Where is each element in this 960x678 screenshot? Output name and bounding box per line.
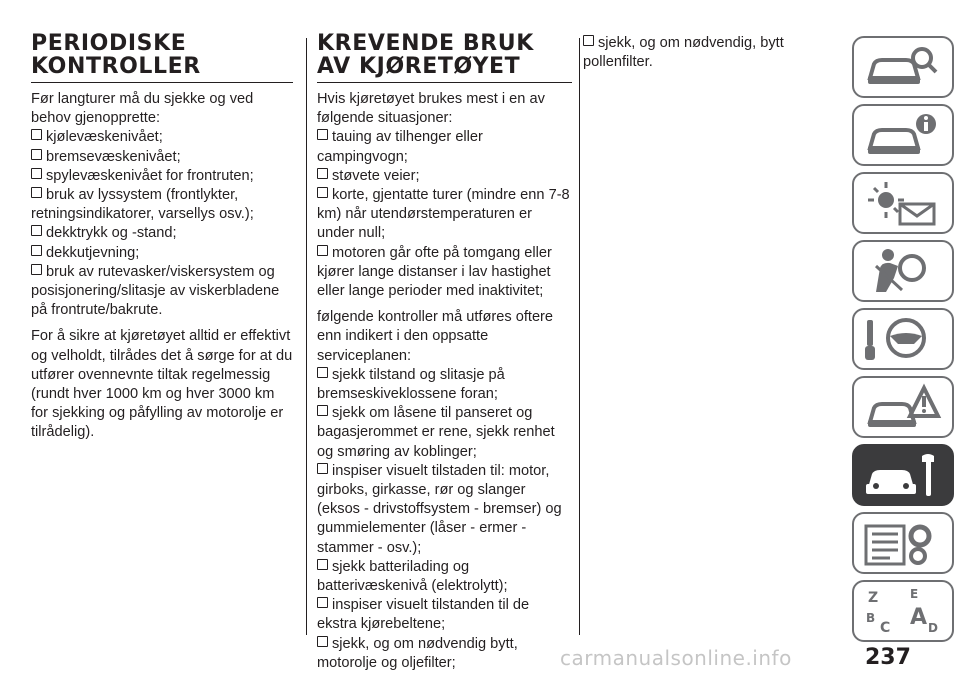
tab-vehicle-overview[interactable]	[852, 36, 954, 98]
car-info-icon	[862, 110, 942, 160]
list-item: bruk av lyssystem (frontlykter, retningsindikatorer, varsellys osv.);	[31, 186, 293, 224]
column-divider	[306, 38, 307, 635]
list-item: sjekk batterilading og batterivæskenivå (elektrolytt);	[317, 558, 572, 596]
svg-text:D: D	[928, 621, 938, 635]
column-middle	[317, 28, 572, 673]
outro-text: For å sikre at kjøretøyet alltid er effektivt og velholdt, tilrådes det å sørge for at du utfører ovennevnte tiltak regelmessig (rundt hver 1000 km og hver 3000 km for sjekking og påfylling av motorolje er tilrådelig).	[31, 328, 293, 441]
tab-emergency[interactable]	[852, 376, 954, 438]
tab-technical-data[interactable]	[852, 512, 954, 574]
warning-lights-icon	[862, 178, 942, 228]
steering-key-icon	[862, 314, 942, 364]
column-right	[583, 34, 828, 72]
list-item: spylevæskenivået for frontruten;	[31, 167, 293, 186]
svg-text:B: B	[866, 611, 876, 625]
list-item: støvete veier;	[317, 167, 572, 186]
column-left	[31, 28, 293, 443]
intro-text: Hvis kjøretøyet brukes mest i en av følgende situasjoner:	[317, 91, 545, 127]
list-item: korte, gjentatte turer (mindre enn 7-8 km) når utendørstemperaturen er under null;	[317, 186, 572, 244]
column-divider	[579, 38, 580, 635]
airbag-safety-icon	[862, 246, 942, 296]
svg-text:E: E	[910, 587, 919, 601]
checks-intro-text: følgende kontroller må utføres oftere enn indikert i den oppsatte serviceplanen:	[317, 309, 554, 364]
tab-vehicle-info[interactable]	[852, 104, 954, 166]
tab-index[interactable]	[852, 580, 954, 642]
list-item: sjekk om låsene til panseret og bagasjerommet er rene, sjekk renhet og smøring av koblinger;	[317, 404, 572, 462]
page-number: 237	[865, 645, 911, 670]
list-item: motoren går ofte på tomgang eller kjører lange distanser i lav hastighet eller lange perioder med inaktivitet;	[317, 244, 572, 302]
list-item: inspiser visuelt tilstaden til: motor, girboks, girkasse, rør og slanger (eksos - drivstoffsystem - bremser) og gummielementer (låser - ermer - stammer - osv.);	[317, 462, 572, 558]
list-item: kjølevæskenivået;	[31, 128, 293, 147]
car-search-icon	[862, 42, 942, 92]
list-item: sjekk, og om nødvendig, bytt pollenfilter.	[583, 34, 828, 72]
list-item: sjekk tilstand og slitasje på bremseskiveklossene foran;	[317, 366, 572, 404]
index-letters-icon	[862, 586, 942, 636]
svg-text:Z: Z	[868, 590, 879, 606]
watermark: carmanualsonline.info	[560, 646, 792, 670]
tab-safety[interactable]	[852, 240, 954, 302]
car-service-icon	[862, 450, 942, 500]
intro-text: Før langturer må du sjekke og ved behov gjenopprette:	[31, 91, 254, 127]
tab-starting-driving[interactable]	[852, 308, 954, 370]
list-item: inspiser visuelt tilstanden til de ekstra kjørebeltene;	[317, 596, 572, 634]
road-warning-icon	[862, 382, 942, 432]
tab-warning-lights[interactable]	[852, 172, 954, 234]
svg-text:A: A	[910, 605, 928, 630]
technical-data-icon	[862, 518, 942, 568]
section-title-periodic-checks: PERIODISKE KONTROLLER	[31, 32, 293, 83]
list-item: dekkutjevning;	[31, 244, 293, 263]
svg-text:C: C	[880, 620, 891, 636]
list-item: bruk av rutevasker/viskersystem og posisjonering/slitasje av viskerbladene på frontrute/bakrute.	[31, 263, 293, 321]
list-item: sjekk, og om nødvendig bytt, motorolje og oljefilter;	[317, 635, 572, 673]
list-item: dekktrykk og -stand;	[31, 224, 293, 243]
tab-maintenance[interactable]	[852, 444, 954, 506]
list-item: bremsevæskenivået;	[31, 148, 293, 167]
list-item: tauing av tilhenger eller campingvogn;	[317, 128, 572, 166]
section-title-demanding-use: KREVENDE BRUK AV KJØRETØYET	[317, 32, 572, 83]
